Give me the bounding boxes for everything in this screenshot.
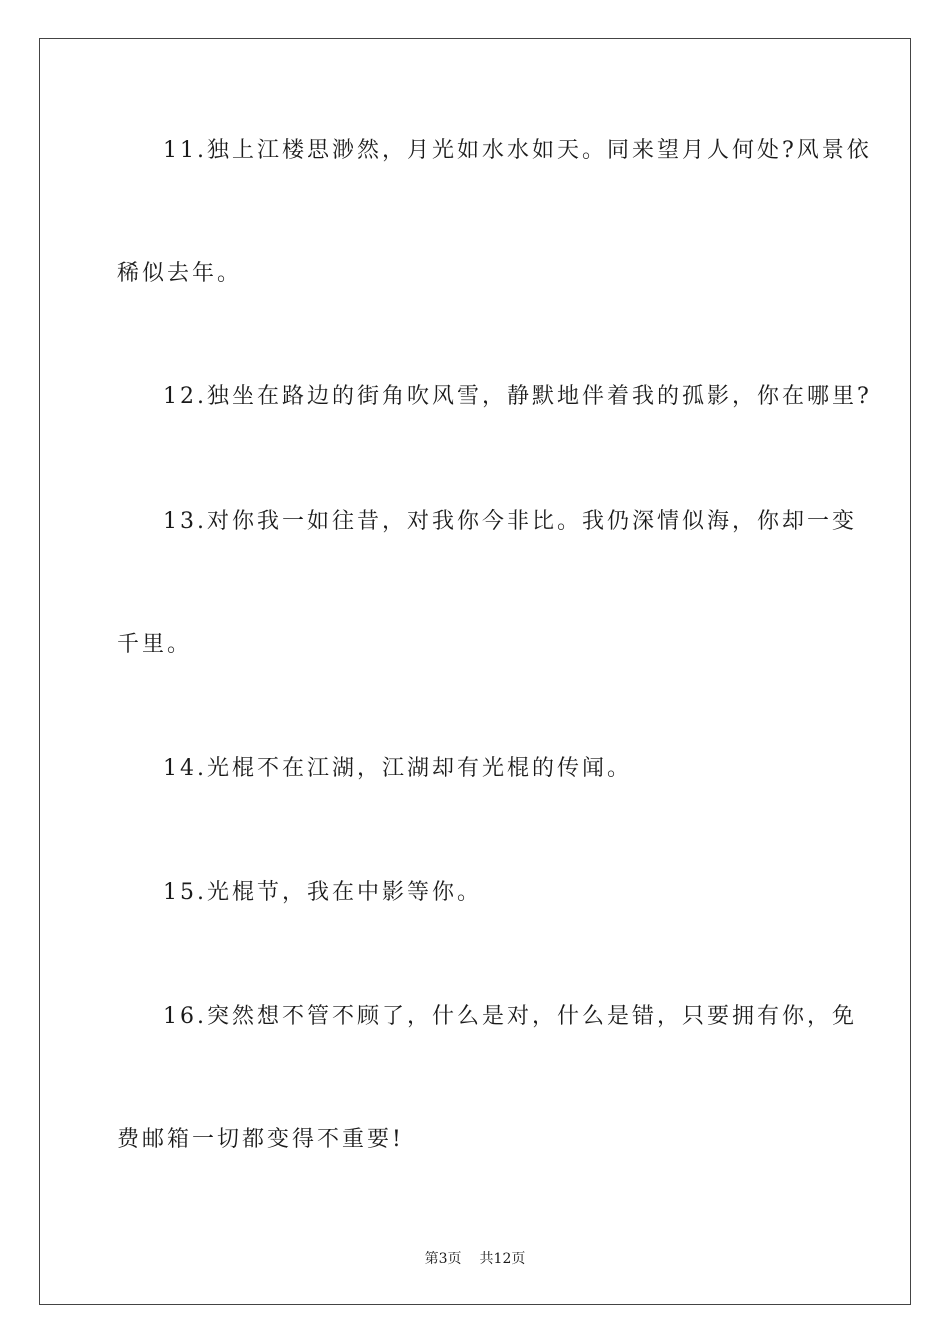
paragraph-line: 千里。 (117, 632, 193, 657)
paragraph-13 (117, 508, 857, 754)
paragraph-line: 12.独坐在路边的街角吹风雪，静默地伴着我的孤影，你在哪里? (163, 384, 872, 409)
paragraph-line: 11.独上江楼思渺然，月光如水水如天。同来望月人何处?风景依 (163, 138, 872, 163)
paragraph-line: 稀似去年。 (117, 261, 243, 286)
paragraph-line: 费邮箱一切都变得不重要! (117, 1127, 404, 1152)
paragraph-16 (117, 1003, 857, 1249)
paragraph-14 (117, 755, 835, 878)
paragraph-line: 16.突然想不管不顾了，什么是对，什么是错，只要拥有你，免 (163, 1004, 857, 1029)
page-total: 共12页 (479, 1251, 526, 1267)
paragraph-line: 13.对你我一如往昔，对我你今非比。我仍深情似海，你却一变 (163, 509, 857, 534)
paragraph-15 (117, 879, 835, 1002)
paragraph-12 (117, 383, 872, 506)
paragraph-line: 14.光棍不在江湖，江湖却有光棍的传闻。 (163, 756, 632, 781)
paragraph-line: 15.光棍节，我在中影等你。 (163, 880, 482, 905)
page-number: 第3页 (424, 1251, 462, 1267)
paragraph-11 (117, 137, 872, 383)
page-footer (0, 1248, 950, 1268)
